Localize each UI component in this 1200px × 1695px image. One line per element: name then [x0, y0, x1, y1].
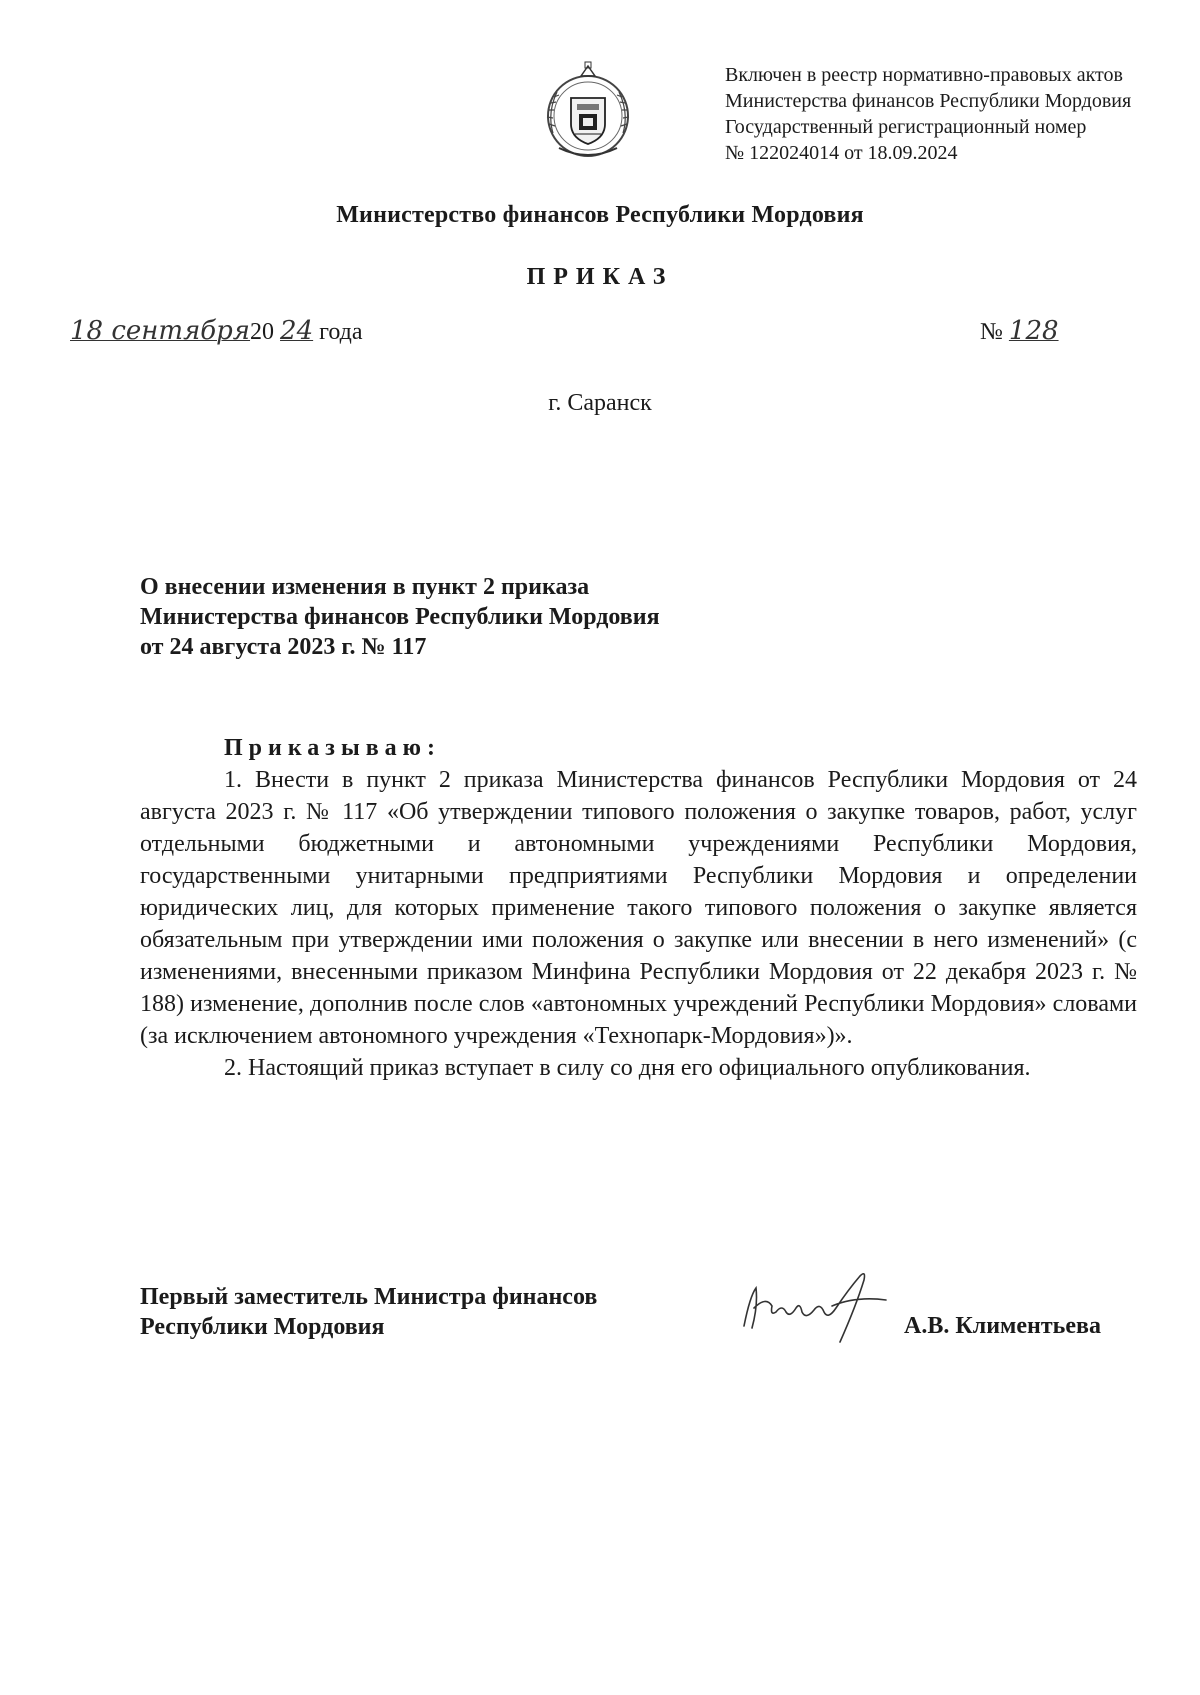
subject-line: О внесении изменения в пункт 2 приказа: [140, 574, 590, 600]
number-value-handwritten: 128: [1008, 316, 1059, 346]
date-year-prefix: 20: [250, 319, 275, 345]
registry-line: Министерства финансов Республики Мордовия: [725, 90, 1132, 112]
registry-number: № 122024014 от 18.09.2024: [725, 142, 958, 164]
order-body: [140, 732, 1137, 1084]
order-subject: [140, 572, 660, 662]
paragraph-1: 1. Внести в пункт 2 приказа Министерства финансов Республики Мордовия от 24 августа 2023 г. № 117 «Об утверждении типового положения о закупке товаров, работ, услуг отдельными бюджетными и автономными учреждениями Республики Мордовия, государственными унитарными предприятиями Республики Мордовия и определении юридических лиц, для которых применение такого типового положения о закупке является обязательным при утверждении ими положения о закупке или внесении в него изменений» (с изменениями, внесенными приказом Минфина Республики Мордовия от 22 декабря 2023 г. № 188) изменение, дополнив после слов «автономных учреждений Республики Мордовия» словами (за исключением автономного учреждения «Технопарк-Мордовия»)».: [140, 767, 1137, 1049]
signatory-name: А.В. Климентьева: [904, 1313, 1101, 1339]
position-line: Республики Мордовия: [140, 1314, 385, 1340]
number-label: №: [980, 319, 1003, 345]
signatory-position: [140, 1282, 597, 1342]
order-date: [70, 316, 363, 346]
coat-of-arms-emblem: [533, 58, 643, 168]
paragraph-2: 2. Настоящий приказ вступает в силу со дня его официального опубликования.: [224, 1055, 1031, 1081]
date-day-month-handwritten: 18 сентября: [70, 316, 251, 346]
subject-line: от 24 августа 2023 г. № 117: [140, 634, 427, 660]
document-type-title: ПРИКАЗ: [526, 264, 674, 290]
date-year-handwritten: 24: [280, 316, 314, 346]
subject-line: Министерства финансов Республики Мордовия: [140, 604, 660, 630]
position-line: Первый заместитель Министра финансов: [140, 1284, 598, 1310]
handwritten-signature: [736, 1266, 906, 1348]
registry-line: Государственный регистрационный номер: [725, 116, 1087, 138]
registry-line: Включен в реестр нормативно-правовых актов: [725, 64, 1123, 86]
order-number: [980, 316, 1059, 346]
registry-note: [725, 62, 1131, 166]
order-verb: Приказываю:: [224, 735, 441, 761]
city: г. Саранск: [548, 390, 652, 416]
ministry-title: Министерство финансов Республики Мордовия: [336, 202, 864, 228]
date-suffix: года: [319, 319, 363, 345]
